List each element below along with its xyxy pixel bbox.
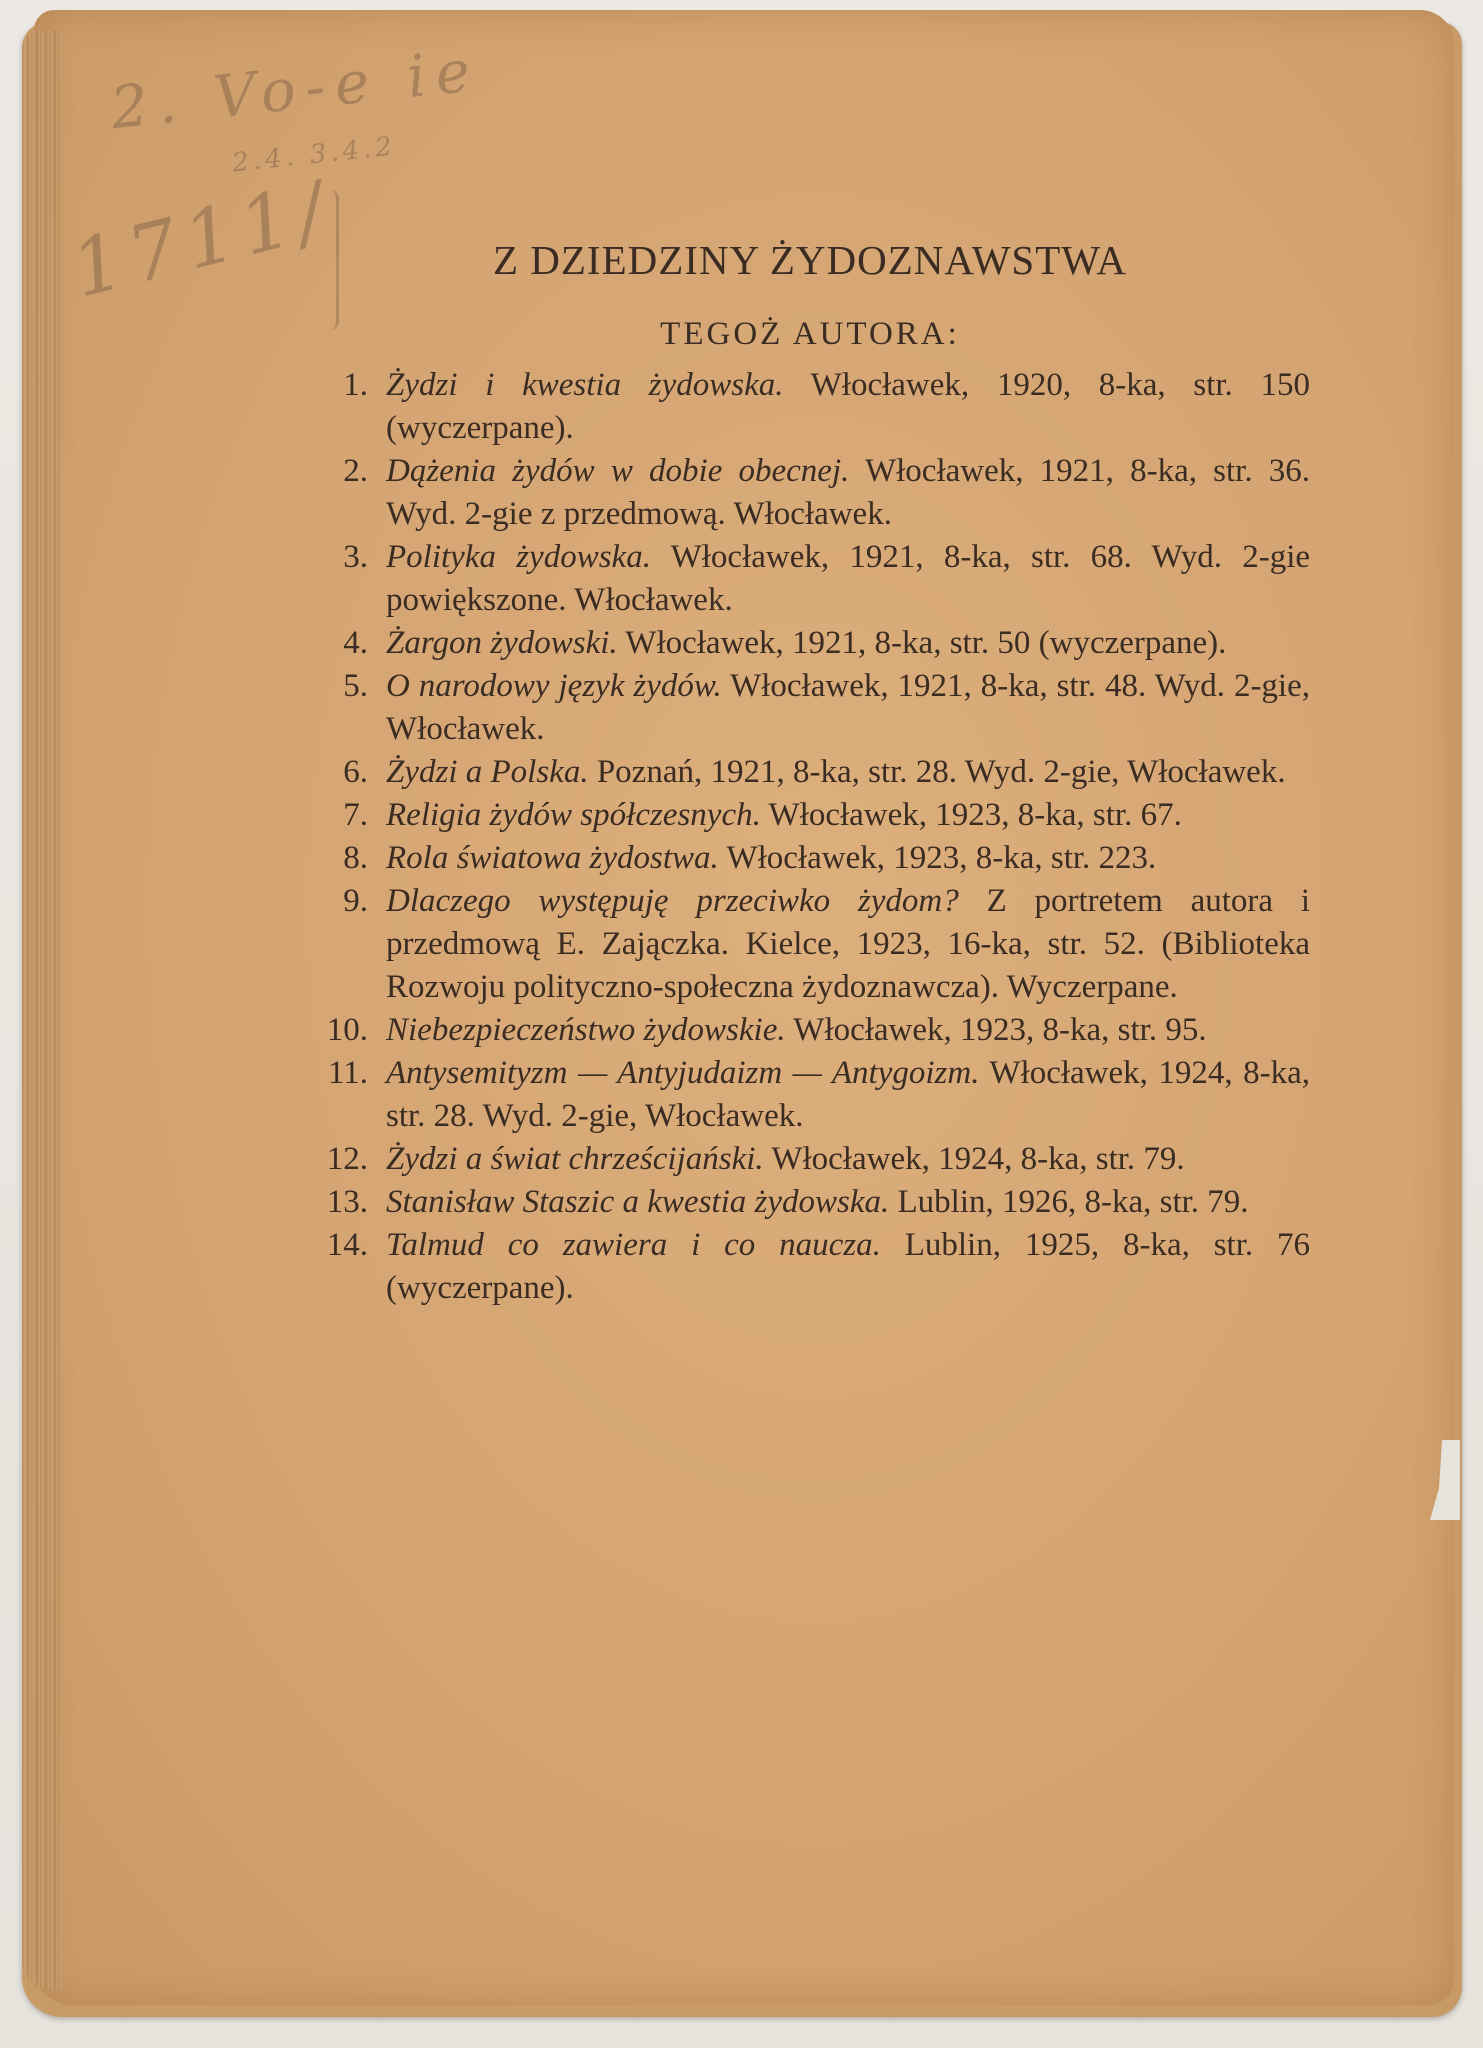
- work-title: Stanisław Staszic a kwestia żydowska.: [386, 1184, 890, 1220]
- work-title: Talmud co zawiera i co naucza.: [386, 1227, 881, 1263]
- work-details: Włocławek, 1920, 8-ka, str. 150 (wyczerpane).: [386, 367, 1311, 446]
- work-title: Dlaczego występuję przeciwko żydom?: [386, 883, 959, 919]
- work-details: Włocławek, 1921, 8-ka, str. 68. Wyd. 2-gie powiększone. Włocławek.: [386, 539, 1311, 618]
- work-title: O narodowy język żydów.: [386, 668, 722, 704]
- work-title: Religia żydów spółczesnych.: [386, 797, 761, 833]
- handwritten-note-3: 1711/: [63, 164, 342, 316]
- work-details: Włocławek, 1924, 8-ka, str. 28. Wyd. 2-gie, Włocławek.: [386, 1055, 1310, 1134]
- list-item: [310, 665, 1310, 751]
- item-number: 1.: [343, 367, 368, 403]
- printed-content: [310, 232, 1310, 1310]
- item-number: 9.: [343, 883, 368, 919]
- item-number: 3.: [343, 539, 368, 575]
- list-item: [310, 880, 1310, 1009]
- work-details: Włocławek, 1921, 8-ka, str. 36. Wyd. 2-gie z przedmową. Włocławek.: [386, 453, 1311, 532]
- list-item: [310, 364, 1310, 450]
- page-subtitle: TEGOŻ AUTORA:: [660, 316, 960, 352]
- work-title: Niebezpieczeństwo żydowskie.: [386, 1012, 786, 1048]
- work-details: Włocławek, 1923, 8-ka, str. 223.: [726, 840, 1157, 876]
- work-details: Z portretem autora i przedmową E. Zajączka. Kielce, 1923, 16-ka, str. 52. (Biblioteka Rozwoju polityczno-społeczna żydoznawcza). Wyczerpane.: [386, 883, 1310, 1005]
- work-title: Antysemityzm — Antyjudaizm — Antygoizm.: [386, 1055, 980, 1091]
- item-number: 7.: [343, 797, 368, 833]
- item-number: 11.: [327, 1055, 368, 1091]
- works-list: [310, 364, 1310, 1310]
- list-item: [310, 1181, 1310, 1224]
- item-number: 13.: [326, 1184, 368, 1220]
- list-item: [310, 1224, 1310, 1310]
- work-details: Włocławek, 1923, 8-ka, str. 67.: [768, 797, 1182, 833]
- list-item: [310, 751, 1310, 794]
- list-item: [310, 1009, 1310, 1052]
- work-details: Włocławek, 1924, 8-ka, str. 79.: [771, 1141, 1185, 1177]
- work-title: Żargon żydowski.: [386, 625, 618, 661]
- list-item: [310, 794, 1310, 837]
- item-number: 6.: [343, 754, 368, 790]
- work-title: Rola światowa żydostwa.: [386, 840, 719, 876]
- list-item: [310, 622, 1310, 665]
- handwritten-note-2: 2.4. 3.4.2: [230, 131, 398, 179]
- page-edges: [22, 30, 62, 1990]
- work-details: Włocławek, 1921, 8-ka, str. 50 (wyczerpane).: [625, 625, 1227, 661]
- work-details: Lublin, 1925, 8-ka, str. 76 (wyczerpane).: [386, 1227, 1311, 1306]
- work-title: Żydzi a Polska.: [386, 754, 589, 790]
- work-details: Włocławek, 1921, 8-ka, str. 48. Wyd. 2-gie, Włocławek.: [386, 668, 1310, 747]
- item-number: 12.: [326, 1141, 368, 1177]
- list-item: [310, 837, 1310, 880]
- work-title: Żydzi i kwestia żydowska.: [386, 367, 784, 403]
- item-number: 4.: [343, 625, 368, 661]
- item-number: 8.: [343, 840, 368, 876]
- handwritten-note-1: 2. Vo-e ie: [107, 35, 484, 143]
- work-title: Dążenia żydów w dobie obecnej.: [386, 453, 850, 489]
- list-item: [310, 1138, 1310, 1181]
- item-number: 5.: [343, 668, 368, 704]
- work-title: Żydzi a świat chrześcijański.: [386, 1141, 764, 1177]
- item-number: 14.: [326, 1227, 368, 1263]
- work-details: Włocławek, 1923, 8-ka, str. 95.: [793, 1012, 1207, 1048]
- work-title: Polityka żydowska.: [386, 539, 651, 575]
- list-item: [310, 450, 1310, 536]
- page-title: Z DZIEDZINY ŻYDOZNAWSTWA: [492, 237, 1128, 283]
- list-item: [310, 536, 1310, 622]
- item-number: 10.: [326, 1012, 368, 1048]
- work-details: Poznań, 1921, 8-ka, str. 28. Wyd. 2-gie, Włocławek.: [596, 754, 1286, 790]
- item-number: 2.: [343, 453, 368, 489]
- list-item: [310, 1052, 1310, 1138]
- work-details: Lublin, 1926, 8-ka, str. 79.: [897, 1184, 1249, 1220]
